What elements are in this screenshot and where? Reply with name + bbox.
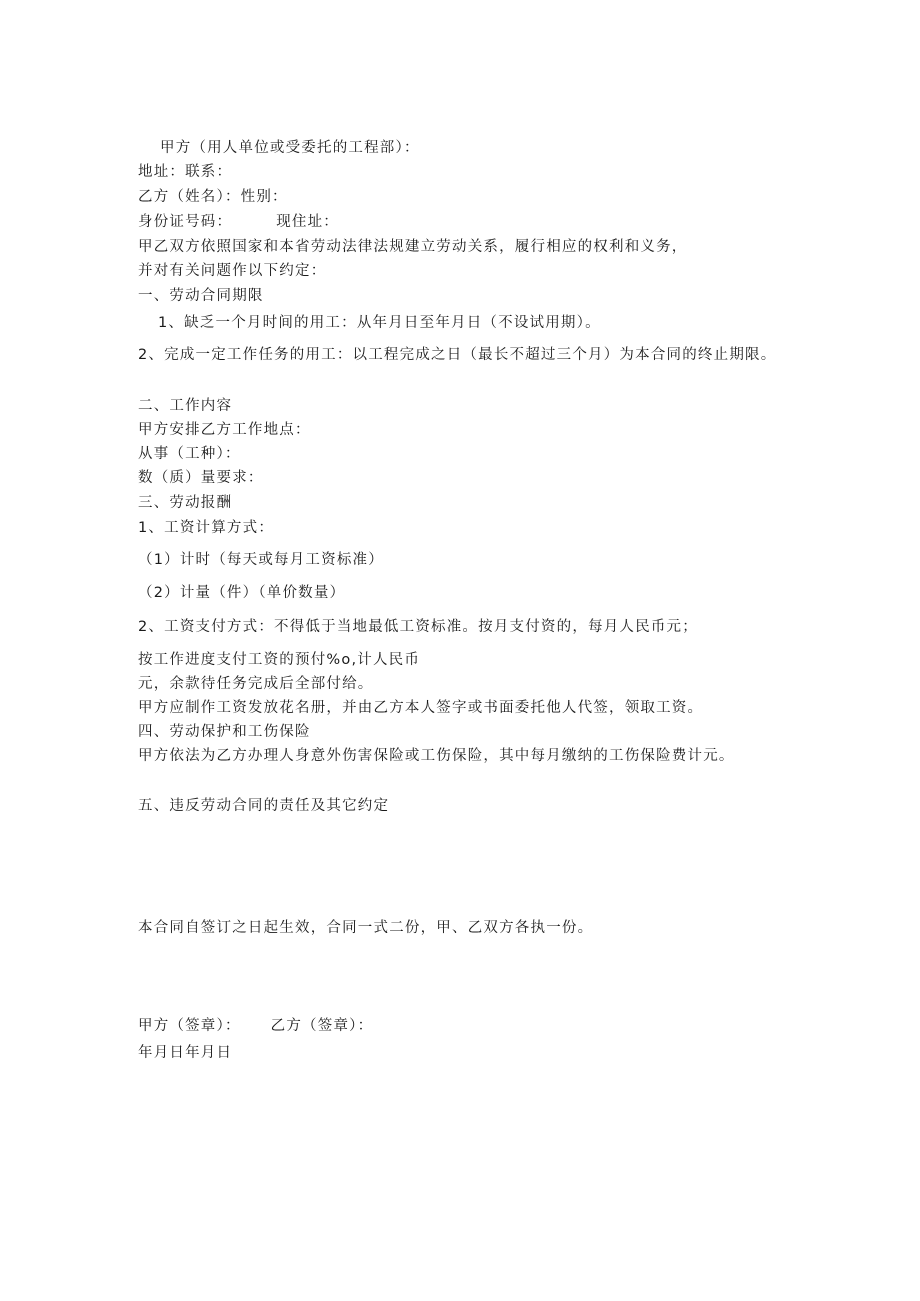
id-number-label: 身份证号码： xyxy=(138,214,233,230)
section-4-body: 甲方依法为乙方办理人身意外伤害保险或工伤保险，其中每月缴纳的工伤保险费计元。 xyxy=(138,748,735,764)
residence-label: 现住址： xyxy=(276,214,340,230)
section-2-work-place: 甲方安排乙方工作地点： xyxy=(138,422,311,438)
preamble-line-1: 甲乙双方依照国家和本省劳动法律法规建立劳动关系，履行相应的权利和义务， xyxy=(138,239,688,255)
preamble-line-2: 并对有关问题作以下约定： xyxy=(138,263,327,279)
id-residence-line xyxy=(138,212,339,232)
signature-line xyxy=(138,1016,373,1036)
signature-dates: 年月日年月日 xyxy=(138,1045,233,1061)
section-1-title: 一、劳动合同期限 xyxy=(138,288,264,304)
section-3-progress-2: 元，余款待任务完成后全部付给。 xyxy=(138,676,374,692)
section-3-title: 三、劳动报酬 xyxy=(138,495,233,511)
section-3-item-1: 1、工资计算方式： xyxy=(138,520,275,536)
section-3-item-1a: （1）计时（每天或每月工资标准） xyxy=(138,552,384,568)
effective-clause: 本合同自签订之日起生效，合同一式二份，甲、乙双方各执一份。 xyxy=(138,920,594,936)
section-3-roster: 甲方应制作工资发放花名册，并由乙方本人签字或书面委托他人代签，领取工资。 xyxy=(138,700,704,716)
section-1-item-2: 2、完成一定工作任务的用工：以工程完成之日（最长不超过三个月）为本合同的终止期限。 xyxy=(138,347,777,363)
party-b-line: 乙方（姓名）：性别： xyxy=(138,189,288,205)
section-3-item-2: 2、工资支付方式：不得低于当地最低工资标准。按月支付资的，每月人民币元； xyxy=(138,619,698,635)
section-1-item-1: 1、缺乏一个月时间的用工：从年月日至年月日（不设试用期）。 xyxy=(158,315,601,331)
section-2-quality: 数（质）量要求： xyxy=(138,470,264,486)
party-b-signature-label: 乙方（签章）： xyxy=(270,1018,374,1034)
section-5-title: 五、违反劳动合同的责任及其它约定 xyxy=(138,798,390,814)
section-2-title: 二、工作内容 xyxy=(138,398,233,414)
party-a-signature-label: 甲方（签章）： xyxy=(138,1018,241,1034)
section-3-item-1b: （2）计量（件）（单价数量） xyxy=(138,585,346,601)
section-2-job-type: 从事（工种）： xyxy=(138,446,241,462)
address-line: 地址：联系： xyxy=(138,164,233,180)
section-4-title: 四、劳动保护和工伤保险 xyxy=(138,724,311,740)
party-a-line: 甲方（用人单位或受委托的工程部）： xyxy=(160,140,420,156)
section-3-progress-1: 按工作进度支付工资的预付%o,计人民币 xyxy=(138,652,421,668)
